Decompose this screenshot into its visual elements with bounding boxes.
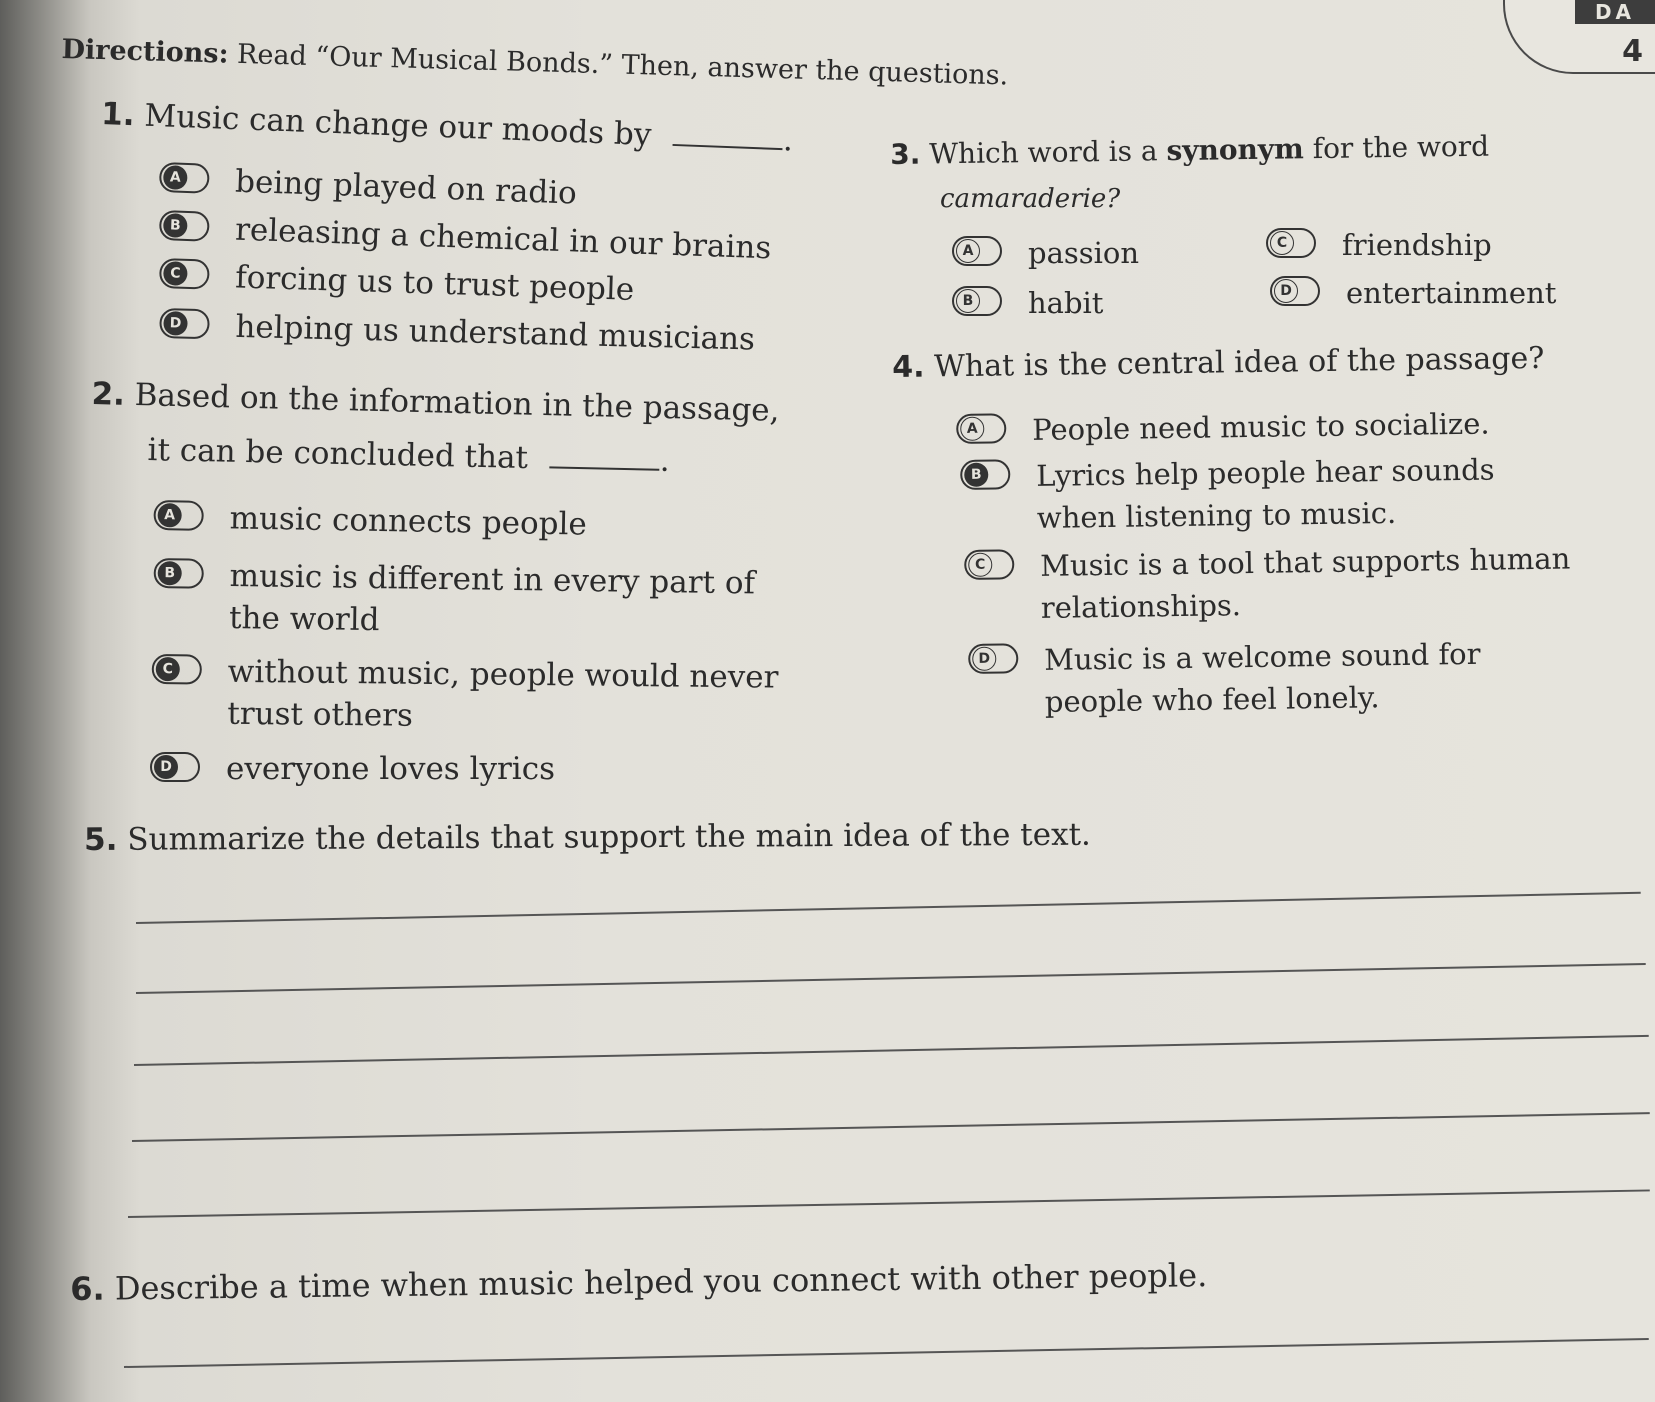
option-text: Lyrics help people hear sounds [1036, 452, 1495, 493]
option-text: People need music to socialize. [1032, 406, 1490, 447]
question-1-end: . [782, 122, 794, 159]
question-3-word: camaraderie? [940, 184, 1121, 214]
option-text: music is different in every part of [229, 558, 756, 602]
question-4-option-d[interactable] [968, 633, 1481, 724]
answer-line-3[interactable] [134, 1035, 1649, 1066]
question-2-line2 [147, 432, 670, 479]
answer-bubble[interactable] [960, 459, 1010, 490]
option-text-continued: relationships. [1040, 588, 1242, 625]
option-letter: D [154, 755, 178, 779]
question-2-blank[interactable] [550, 465, 660, 470]
option-text: passion [1028, 236, 1140, 270]
question-1-blank[interactable] [673, 143, 783, 150]
question-3 [890, 130, 1489, 171]
question-5 [84, 817, 1091, 858]
option-letter: B [158, 561, 182, 585]
question-1-option-d[interactable] [159, 304, 756, 361]
question-2-option-b[interactable] [153, 554, 755, 646]
option-letter: A [157, 503, 181, 527]
answer-bubble[interactable] [159, 162, 210, 194]
option-letter: D [163, 311, 188, 336]
day-tab-number: 4 [1622, 34, 1643, 69]
question-4-option-b[interactable] [960, 449, 1495, 540]
answer-bubble[interactable] [1270, 276, 1320, 306]
option-letter: D [972, 647, 996, 671]
option-letter: D [1274, 279, 1298, 303]
option-text: entertainment [1346, 276, 1557, 310]
question-1-option-c[interactable] [159, 254, 635, 311]
option-letter: C [163, 261, 188, 286]
answer-line-4[interactable] [132, 1112, 1650, 1142]
question-1-text: Music can change our moods by [143, 97, 653, 154]
option-text: being played on radio [234, 163, 578, 212]
option-letter: C [968, 553, 992, 577]
question-3-option-d[interactable] [1270, 272, 1556, 314]
option-letter: A [956, 239, 980, 263]
answer-bubble[interactable] [952, 286, 1002, 316]
day-tab [1503, 0, 1655, 74]
question-3-number: 3. [890, 137, 921, 171]
directions [61, 34, 1009, 91]
answer-bubble[interactable] [150, 752, 200, 782]
option-text: helping us understand musicians [235, 308, 756, 358]
question-2-option-c[interactable] [151, 650, 779, 741]
answer-line-6[interactable] [124, 1338, 1649, 1368]
answer-line-2[interactable] [136, 963, 1646, 994]
question-3-text-a: Which word is a [929, 134, 1158, 171]
question-2-option-a[interactable] [153, 496, 587, 546]
question-2 [91, 376, 780, 429]
question-4-number: 4. [892, 349, 925, 385]
question-5-text: Summarize the details that support the main idea of the text. [127, 816, 1091, 858]
question-2-line2-text: it can be concluded that [147, 432, 529, 476]
option-text-continued: when listening to music. [1036, 495, 1397, 535]
answer-line-5[interactable] [128, 1189, 1650, 1218]
directions-lead: Directions: [61, 34, 229, 70]
option-letter: A [163, 165, 188, 190]
option-text: Music is a tool that supports human [1040, 541, 1571, 583]
option-text-continued: the world [228, 600, 380, 639]
question-1 [101, 96, 794, 159]
question-4-text: What is the central idea of the passage? [933, 340, 1545, 385]
question-2-option-d[interactable] [150, 748, 555, 790]
answer-bubble[interactable] [968, 643, 1018, 674]
answer-bubble[interactable] [159, 258, 210, 290]
option-text: forcing us to trust people [234, 259, 635, 308]
option-text: music connects people [229, 500, 588, 543]
option-text-continued: people who feel lonely. [1044, 680, 1380, 719]
question-4-option-c[interactable] [964, 538, 1571, 630]
question-3-keyword: synonym [1166, 132, 1305, 168]
question-3-option-a[interactable] [952, 232, 1139, 274]
answer-bubble[interactable] [1266, 228, 1316, 258]
option-text: everyone loves lyrics [226, 751, 555, 787]
answer-bubble[interactable] [159, 308, 210, 339]
question-4-option-a[interactable] [956, 403, 1490, 452]
answer-bubble[interactable] [956, 413, 1006, 444]
question-2-number: 2. [91, 376, 126, 413]
option-text: Music is a welcome sound for [1044, 636, 1481, 677]
option-letter: B [964, 463, 988, 487]
question-3-option-b[interactable] [952, 282, 1103, 324]
answer-bubble[interactable] [154, 558, 204, 589]
question-6-number: 6. [70, 1269, 105, 1308]
answer-bubble[interactable] [153, 500, 204, 531]
question-5-number: 5. [84, 821, 118, 858]
answer-bubble[interactable] [952, 236, 1002, 266]
option-text-continued: trust others [227, 695, 414, 734]
option-text: releasing a chemical in our brains [234, 211, 772, 267]
answer-bubble[interactable] [964, 549, 1014, 580]
option-letter: B [956, 289, 980, 313]
option-text: friendship [1342, 228, 1492, 262]
option-letter: A [960, 417, 984, 441]
directions-text: Read “Our Musical Bonds.” Then, answer the questions. [236, 38, 1009, 92]
answer-bubble[interactable] [159, 210, 210, 242]
question-4 [892, 341, 1545, 385]
question-1-number: 1. [100, 96, 136, 134]
day-tab-label: DA [1575, 0, 1655, 24]
question-3-option-c[interactable] [1266, 224, 1492, 266]
question-1-option-a[interactable] [159, 158, 578, 215]
question-2-line1: Based on the information in the passage, [134, 377, 780, 429]
option-text: without music, people would never [227, 653, 779, 696]
option-letter: B [163, 213, 188, 238]
option-text: habit [1028, 286, 1104, 320]
question-6 [70, 1256, 1207, 1308]
answer-bubble[interactable] [152, 654, 202, 685]
option-letter: C [1270, 231, 1294, 255]
answer-line-1[interactable] [136, 892, 1641, 924]
question-6-text: Describe a time when music helped you connect with other people. [114, 1256, 1208, 1308]
question-3-text-b: for the word [1312, 129, 1490, 166]
question-2-end: . [659, 442, 671, 479]
option-letter: C [156, 657, 180, 681]
